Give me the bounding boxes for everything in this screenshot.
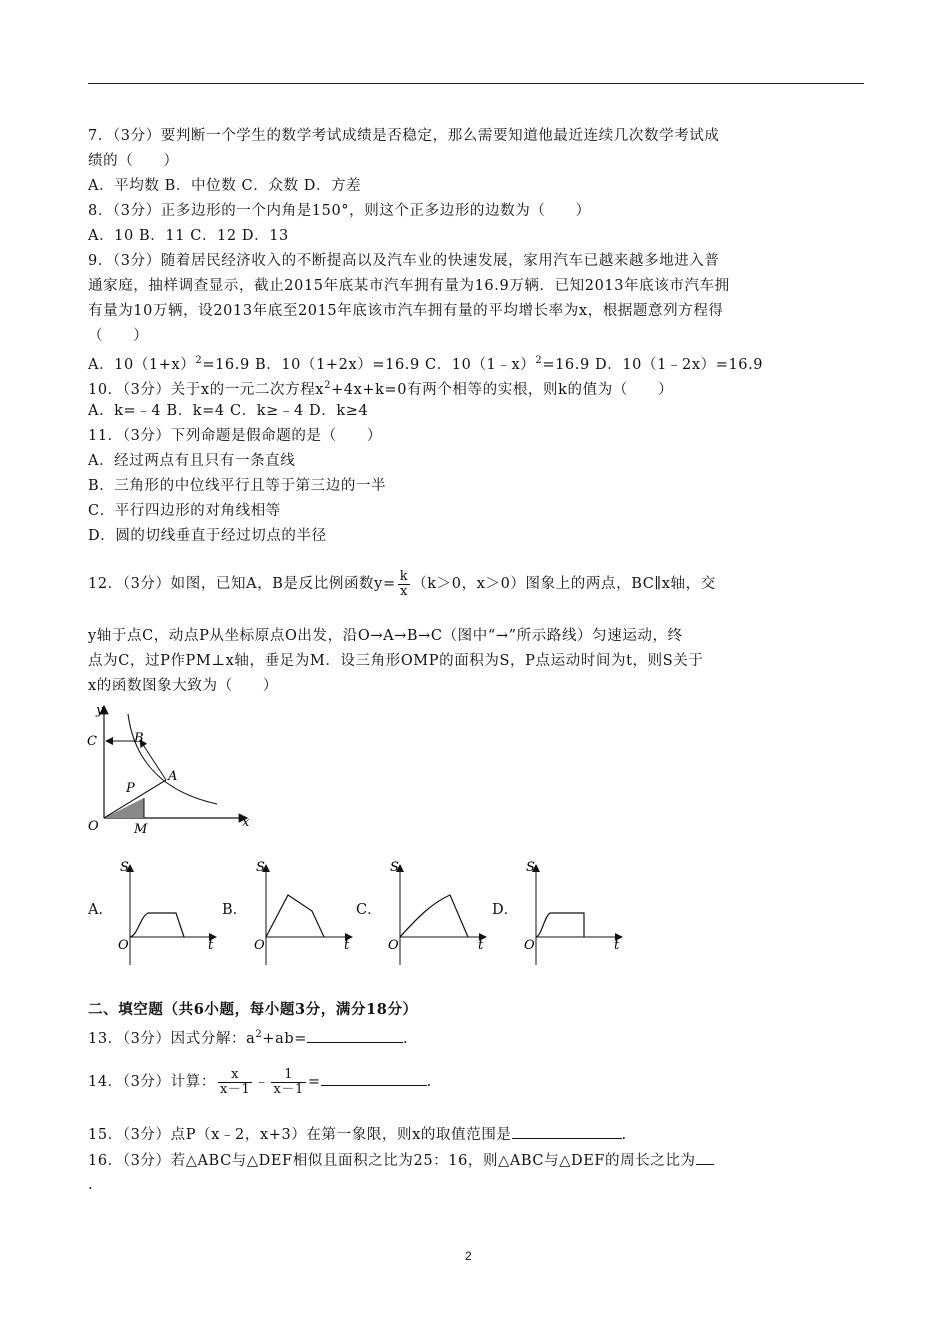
q11-option-a: A．经过两点有且只有一条直线 (88, 453, 296, 469)
q9-line2: 通家庭，抽样调查显示，截止2015年底某市汽车拥有量为16.9万辆．已知2013年底该市汽车拥 (88, 278, 730, 294)
q11-option-d: D．圆的切线垂直于经过切点的半径 (88, 528, 327, 544)
q12-option-c-label: C． (356, 902, 382, 918)
q12-line2: y轴于点C，动点P从坐标原点O出发，沿O→A→B→C（图中“→”所示路线）匀速运动，终 (88, 628, 683, 644)
svg-text:t: t (614, 938, 620, 953)
q16-line2: . (88, 1177, 94, 1193)
q12-line3: 点为C，过P作PM⊥x轴，垂足为M．设三角形OMP的面积为S，P点运动时间为t，则S关于 (88, 653, 704, 669)
fig-label-m: M (134, 822, 148, 837)
fig-label-b: B (134, 731, 144, 746)
q16-line1: 16．（3分）若△ABC与△DEF相似且面积之比为25：16，则△ABC与△DEF的周长之比为 (88, 1150, 714, 1171)
q12-option-c-graph (378, 855, 490, 970)
svg-text:t: t (478, 938, 484, 953)
svg-text:S: S (120, 860, 129, 875)
q12-line1: 12．（3分）如图，已知A，B是反比例函数y= $\frac{k}{x}$ （k＞0，x＞0）图象上的两点，BC∥x轴，交 (88, 568, 716, 599)
q10-line1: 10．（3分）关于x的一元二次方程$x^2+4x+k=0$有两个相等的实根，则k的值为（ ） (88, 380, 674, 398)
q7-line2: 绩的（ ） (88, 153, 179, 169)
q7-line1: 7．（3分）要判断一个学生的数学考试成绩是否稳定，那么需要知道他最近连续几次数学考试成 (88, 128, 720, 144)
q14-line: 14．（3分）计算： $\frac{x}{x-1}$ ﹣ $\frac{1}{x-1}$ = . (88, 1066, 432, 1097)
fig-label-p: P (126, 781, 135, 796)
q12-option-b-graph (244, 855, 356, 970)
q12-option-d-label: D． (492, 902, 519, 918)
q16-answer-blank (696, 1150, 714, 1165)
q13-answer-blank (307, 1028, 403, 1043)
section2-title: 二、填空题（共6小题，每小题3分，满分18分） (88, 1001, 418, 1018)
q11-line1: 11．（3分）下列命题是假命题的是（ ） (88, 428, 383, 444)
q12-fraction: $\frac{k}{x}$ (399, 568, 409, 599)
q12-option-a-label: A． (88, 902, 113, 918)
q9-options: A．$10(1+x)^2=16.9$ B．10（1+2x）=16.9 C．10（1﹣x）$^2$=16.9 D．10（1﹣2x）=16.9 (88, 355, 764, 373)
q13-line: 13．（3分）因式分解：$a^2+ab=$ . (88, 1029, 409, 1047)
q15-line: 15．（3分）点P（x﹣2，x+3）在第一象限，则x的取值范围是 . (88, 1124, 627, 1145)
q11-option-b: B．三角形的中位线平行且等于第三边的一半 (88, 478, 387, 494)
fig-label-y: y (96, 703, 104, 718)
svg-text:S: S (256, 860, 265, 875)
q12-option-b-label: B． (222, 902, 248, 918)
q8-options: A．10 B．11 C．12 D．13 (88, 228, 289, 244)
q9-line1: 9．（3分）随着居民经济收入的不断提高以及汽车业的快速发展，家用汽车已越来越多地进入普 (88, 253, 720, 269)
fig-label-c: C (87, 734, 97, 749)
q15-answer-blank (512, 1124, 622, 1139)
fig-label-a: A (168, 769, 178, 784)
q14-fraction-1: $\frac{x}{x-1}$ (219, 1066, 251, 1097)
svg-text:t: t (208, 938, 214, 953)
q12-line4: x的函数图象大致为（ ） (88, 678, 278, 694)
q9-line4: （ ） (88, 328, 149, 344)
q12-main-figure (82, 700, 262, 845)
svg-text:S: S (526, 860, 535, 875)
q12-option-d-graph (514, 855, 626, 970)
svg-text:O: O (254, 938, 265, 953)
svg-text:O: O (388, 938, 399, 953)
q9-line3: 有量为10万辆，设2013年底至2015年底该市汽车拥有量的平均增长率为x，根据题意列方程得 (88, 303, 724, 319)
q12-option-a-graph (108, 855, 220, 970)
svg-text:O: O (118, 938, 129, 953)
q11-option-c: C．平行四边形的对角线相等 (88, 503, 281, 519)
fig-label-o: O (88, 819, 99, 834)
q8-line1: 8．（3分）正多边形的一个内角是150°，则这个正多边形的边数为（ ） (88, 203, 591, 219)
q10-options: A．k=﹣4 B．k=4 C．k≥﹣4 D．k≥4 (88, 403, 369, 419)
svg-text:t: t (344, 938, 350, 953)
page-number: 2 (465, 1249, 472, 1263)
q14-answer-blank (321, 1071, 427, 1086)
header-rule (88, 83, 864, 84)
svg-text:O: O (524, 938, 535, 953)
svg-text:S: S (390, 860, 399, 875)
q7-options: A．平均数 B．中位数 C．众数 D．方差 (88, 178, 362, 194)
fig-label-x: x (242, 815, 250, 830)
q14-fraction-2: $\frac{1}{x-1}$ (273, 1066, 304, 1097)
